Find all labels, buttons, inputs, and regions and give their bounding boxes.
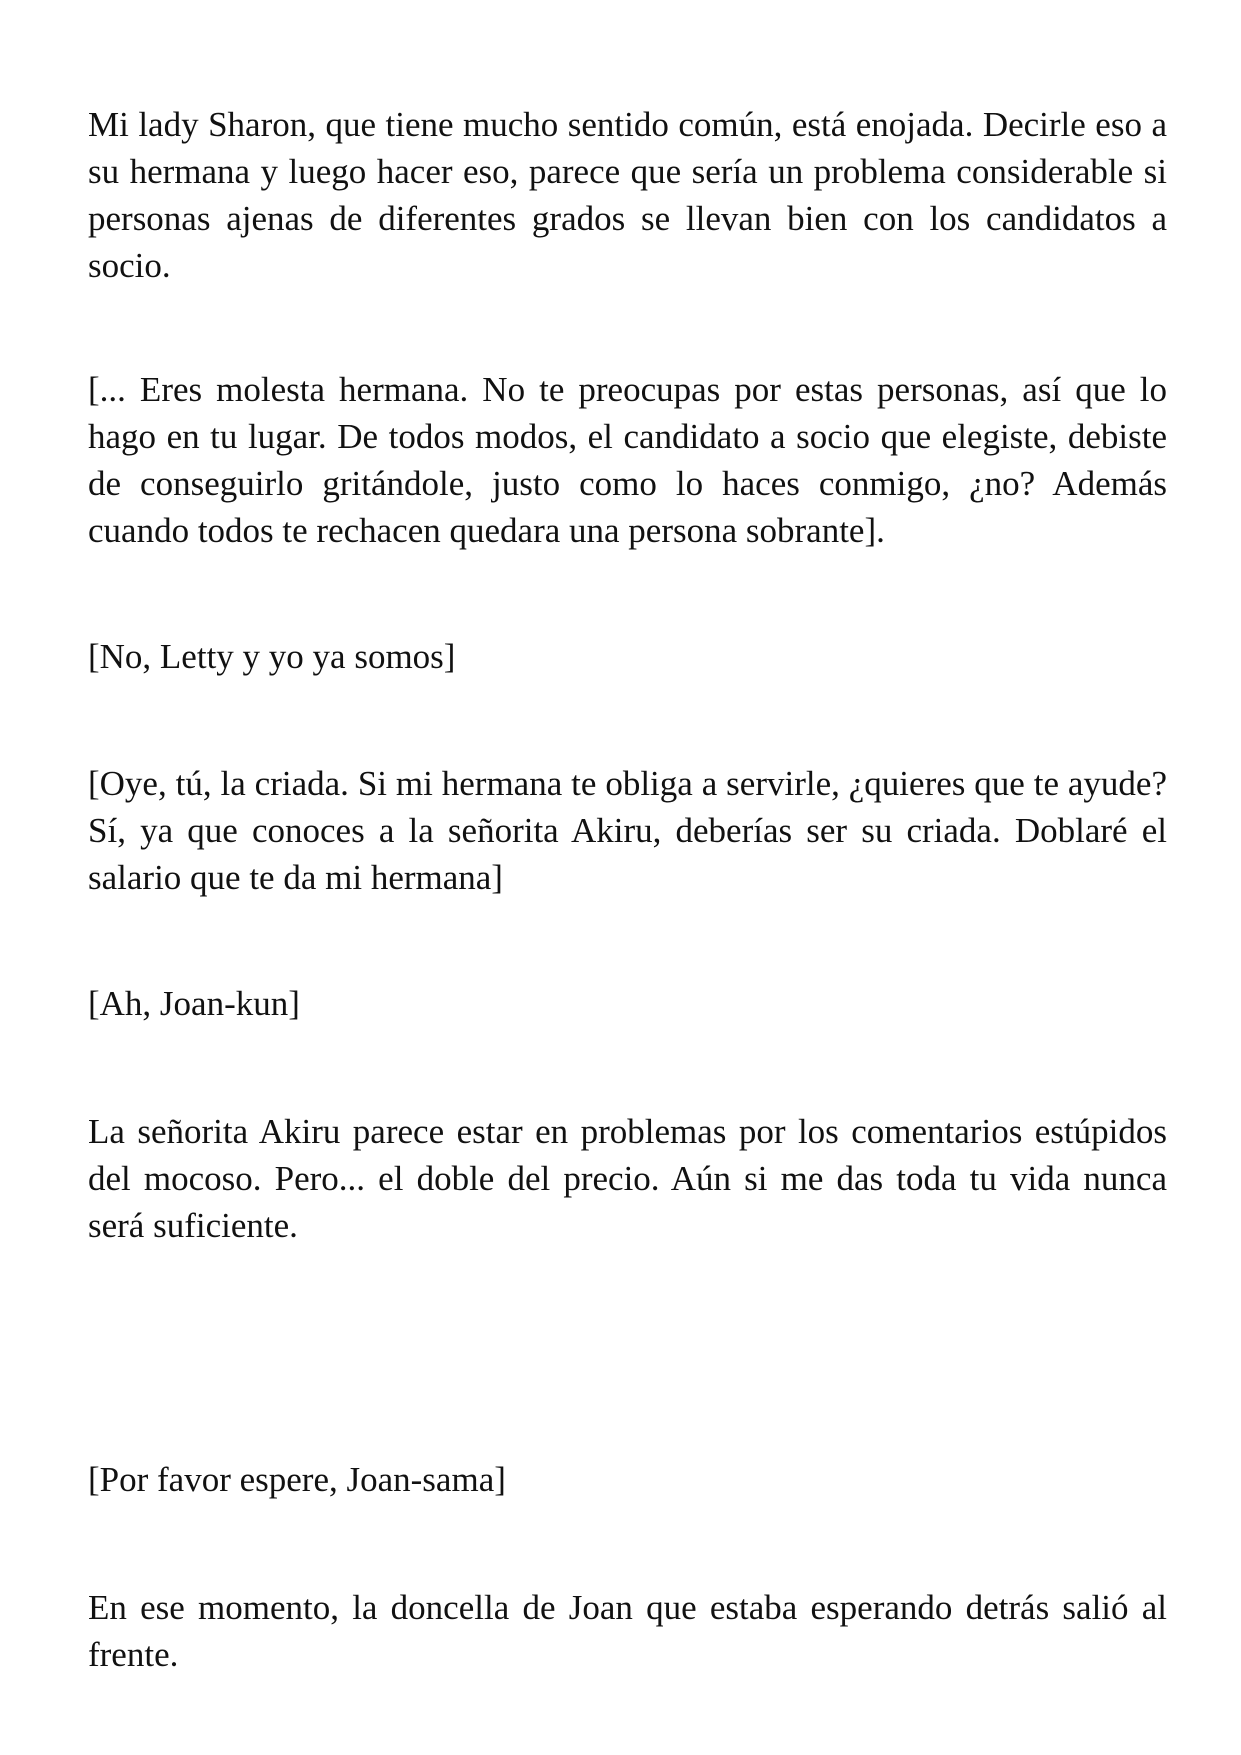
paragraph-dialogue-letty: [No, Letty y yo ya somos] (88, 637, 456, 676)
paragraph-dialogue-wait: [Por favor espere, Joan-sama] (88, 1460, 506, 1499)
paragraph-narration-akiru: La señorita Akiru parece estar en problemas por los comentarios estúpidos del mocoso. Pero... el doble del precio. Aún si me das toda tu vida nunca será suficiente. (88, 1112, 1167, 1245)
paragraph-narration-maiden: En ese momento, la doncella de Joan que estaba esperando detrás salió al frente. (88, 1588, 1167, 1674)
paragraph-dialogue-joan-kun: [Ah, Joan-kun] (88, 984, 300, 1023)
paragraph-dialogue-maid-offer: [Oye, tú, la criada. Si mi hermana te obliga a servirle, ¿quieres que te ayude? Sí, ya que conoces a la señorita Akiru, deberías ser su criada. Doblaré el salario que te da mi hermana] (88, 764, 1167, 897)
paragraph-dialogue-sister: [... Eres molesta hermana. No te preocupas por estas personas, así que lo hago en tu lugar. De todos modos, el candidato a socio que elegiste, debiste de conseguirlo gritándole, justo como lo haces conmigo, ¿no? Además cuando todos te rechacen quedara una persona sobrante]. (88, 370, 1167, 550)
paragraph-narration-sharon: Mi lady Sharon, que tiene mucho sentido común, está enojada. Decirle eso a su hermana y luego hacer eso, parece que sería un problema considerable si personas ajenas de diferentes grados se llevan bien con los candidatos a socio. (88, 105, 1167, 285)
